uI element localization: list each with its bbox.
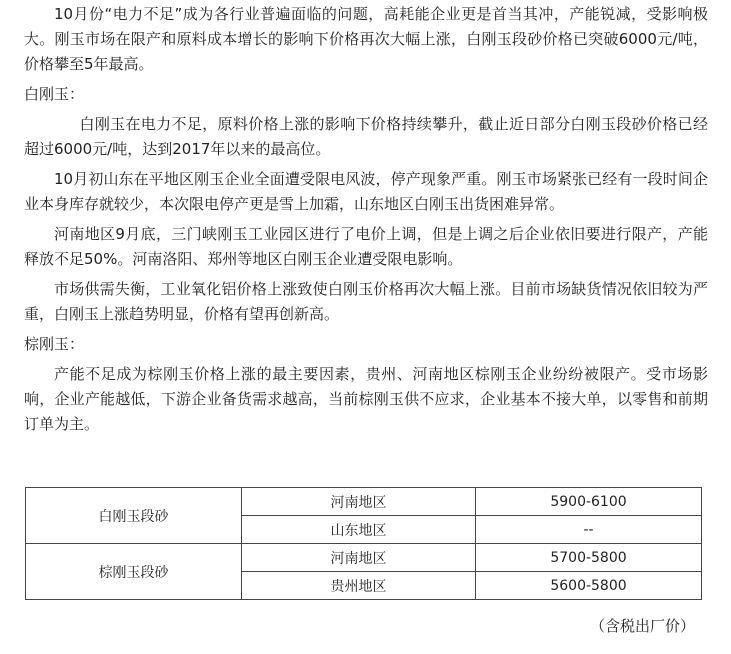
region-cell: 贵州地区	[242, 572, 476, 600]
paragraph-market-balance: 市场供需失衡，工业氧化铝价格上涨致使白刚玉价格再次大幅上涨。目前市场缺货情况依旧较为严重，白刚玉上涨趋势明显，价格有望再创新高。	[24, 280, 708, 323]
price-cell: 5700-5800	[476, 544, 702, 572]
section-label-brown-corundum: 棕刚玉：	[24, 335, 85, 353]
paragraph-white-overview: 白刚玉在电力不足，原料价格上涨的影响下价格持续攀升，截止近日部分白刚玉段砂价格已经超过6000元/吨，达到2017年以来的最高位。	[24, 115, 708, 158]
paragraph-shandong: 10月初山东在平地区刚玉企业全面遭受限电风波，停产现象严重。刚玉市场紧张已经有一段时间企业本身库存就较少，本次限电停产更是雪上加霜，山东地区白刚玉出货困难异常。	[24, 170, 708, 213]
region-cell: 河南地区	[242, 488, 476, 516]
price-cell: 5600-5800	[476, 572, 702, 600]
product-cell-white: 白刚玉段砂	[26, 488, 242, 544]
paragraph-henan: 河南地区9月底，三门峡刚玉工业园区进行了电价上调，但是上调之后企业依旧要进行限产，产能释放不足50%。河南洛阳、郑州等地区白刚玉企业遭受限电影响。	[24, 225, 708, 268]
paragraph-brown-overview: 产能不足成为棕刚玉价格上涨的最主要因素，贵州、河南地区棕刚玉企业纷纷被限产。受市场影响，企业产能越低，下游企业备货需求越高，当前棕刚玉供不应求，企业基本不接大单，以零售和前期订单为主。	[24, 365, 708, 433]
price-table	[25, 487, 702, 600]
product-cell-brown: 棕刚玉段砂	[26, 544, 242, 600]
price-note: （含税出厂价）	[589, 617, 695, 635]
table-row	[26, 544, 702, 572]
region-cell: 河南地区	[242, 544, 476, 572]
paragraph-intro: 10月份“电力不足”成为各行业普遍面临的问题，高耗能企业更是首当其冲，产能锐减，受影响极大。刚玉市场在限产和原料成本增长的影响下价格再次大幅上涨，白刚玉段砂价格已突破6000元/吨，价格攀至5年最高。	[24, 5, 708, 73]
section-label-white-corundum: 白刚玉：	[24, 85, 85, 103]
article-body	[24, 2, 708, 442]
price-cell: --	[476, 516, 702, 544]
region-cell: 山东地区	[242, 516, 476, 544]
price-cell: 5900-6100	[476, 488, 702, 516]
table-row	[26, 488, 702, 516]
